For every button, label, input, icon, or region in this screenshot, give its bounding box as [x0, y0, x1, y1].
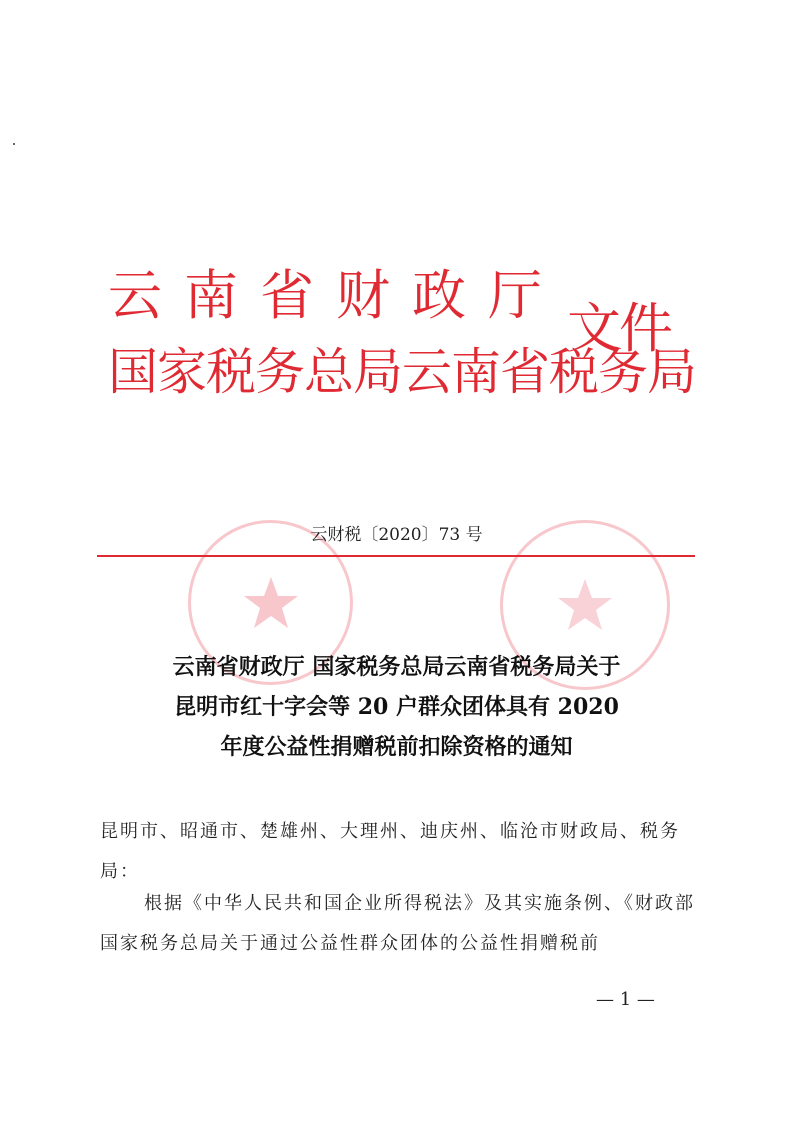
notice-title — [0, 647, 793, 767]
title-line: 昆明市红十字会等 20 户群众团体具有 2020 — [174, 694, 619, 720]
red-divider-rule — [97, 555, 695, 557]
addressee: 昆明市、昭通市、楚雄州、大理州、迪庆州、临沧市财政局、税务局： — [100, 821, 680, 882]
body-paragraph: 根据《中华人民共和国企业所得税法》及其实施条例、《财政部 国家税务总局关于通过公益性群众团体的公益性捐赠税前 — [100, 893, 695, 954]
seal-star-icon — [241, 573, 301, 633]
title-line: 年度公益性捐赠税前扣除资格的通知 — [220, 734, 573, 760]
page-number: — 1 — — [596, 989, 655, 1010]
header-org-line1: 云南省财政厅 — [108, 264, 564, 327]
scan-speck — [13, 143, 15, 145]
header-org-line2: 国家税务总局云南省税务局 — [108, 343, 696, 401]
header-doc-label: 文件 — [567, 297, 671, 360]
title-line: 云南省财政厅 国家税务总局云南省税务局关于 — [172, 654, 621, 680]
seal-star-icon — [555, 575, 615, 635]
document-number: 云财税〔2020〕73 号 — [310, 525, 483, 545]
